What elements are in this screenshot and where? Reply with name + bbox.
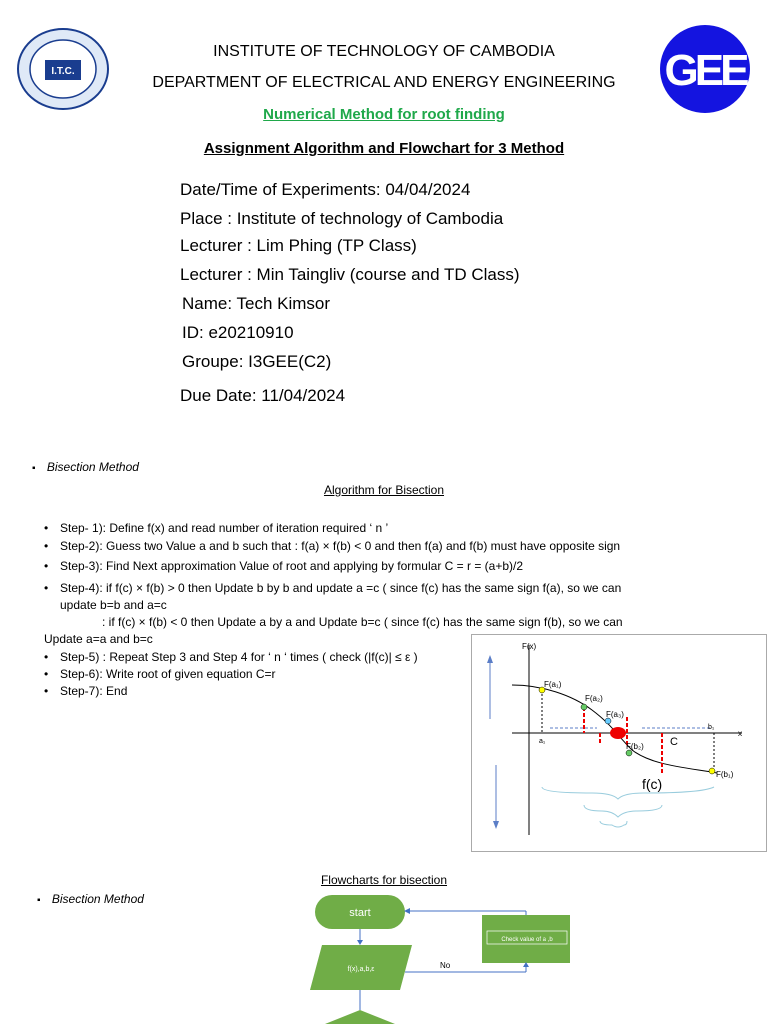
list-item: • Step-2): Guess two Value a and b such that : f(a) × f(b) < 0 and then f(a) and f(b) must have opposite sign: [44, 539, 621, 553]
section1-heading: [32, 460, 139, 474]
no-label: No: [440, 961, 451, 970]
c-label: C: [670, 736, 678, 748]
fa3-label: F(a₃): [606, 710, 624, 719]
list-item: • Step-5) : Repeat Step 3 and Step 4 for ‘ n ‘ times ( check (|f(c)| ≤ ε ): [44, 650, 418, 664]
institute-title: INSTITUTE OF TECHNOLOGY OF CAMBODIA: [213, 43, 555, 60]
input-label: f(x),a,b,ε: [347, 966, 375, 973]
bisection-graph: [471, 634, 767, 852]
a1-label: a₁: [539, 738, 546, 745]
list-item: • Step-6): Write root of given equation C=r: [44, 667, 276, 681]
fb1-label: F(b₁): [716, 770, 734, 779]
x-axis-label: x: [738, 729, 742, 738]
section1-bullet: Bisection Method: [46, 460, 139, 474]
subject-title: Numerical Method for root finding: [263, 106, 505, 123]
start-label: start: [349, 907, 371, 919]
fa2-label: F(a₂): [585, 694, 603, 703]
name-line: Name: Tech Kimsor: [182, 294, 331, 313]
id-line: ID: e20210910: [182, 323, 294, 342]
fb2-label: F(b₂): [626, 742, 644, 751]
itc-logo-text: I.T.C.: [51, 66, 75, 77]
fa1-label: F(a₁): [544, 680, 562, 689]
list-item: : if f(c) × f(b) < 0 then Update a by a and Update b=c ( since f(c) has the same sign f(b), so we can: [102, 615, 623, 629]
gee-logo: [659, 23, 751, 115]
lecturer2-line: Lecturer : Min Taingliv (course and TD Class): [180, 265, 520, 284]
flowchart: [300, 890, 580, 1024]
square-bullet-icon: ▪: [37, 895, 41, 906]
fc-label: f(c): [642, 776, 663, 792]
lecturer1-line: Lecturer : Lim Phing (TP Class): [180, 236, 417, 255]
assignment-title: Assignment Algorithm and Flowchart for 3 Method: [203, 140, 565, 157]
list-item: • Step-7): End: [44, 684, 128, 698]
b1-label: b₁: [708, 724, 715, 731]
group-line: Groupe: I3GEE(C2): [182, 352, 332, 371]
date-line: Date/Time of Experiments: 04/04/2024: [180, 180, 471, 199]
place-line: Place : Institute of technology of Cambodia: [180, 209, 504, 228]
flowchart-title: Flowcharts for bisection: [320, 873, 448, 887]
section2-bullet: Bisection Method: [51, 892, 144, 906]
y-axis-label: F(x): [522, 642, 537, 651]
square-bullet-icon: ▪: [32, 463, 36, 474]
list-item: Update a=a and b=c: [44, 632, 153, 646]
check-label: Check value of a ,b: [501, 937, 553, 943]
algorithm-title: Algorithm for Bisection: [323, 483, 445, 497]
list-item: • Step- 1): Define f(x) and read number of iteration required ‘ n ’: [44, 521, 389, 535]
department-title: DEPARTMENT OF ELECTRICAL AND ENERGY ENGINEERING: [152, 74, 616, 91]
section2-heading: [37, 892, 144, 906]
due-line: Due Date: 11/04/2024: [180, 386, 346, 405]
itc-logo: [16, 27, 110, 111]
list-item: • Step-3): Find Next approximation Value of root and applying by formular C = r = (a+b)/2: [44, 559, 524, 573]
list-item: update b=b and a=c: [60, 598, 167, 612]
list-item: • Step-4): if f(c) × f(b) > 0 then Update b by b and update a =c ( since f(c) has the same sign f(a), so we can: [44, 581, 622, 595]
gee-logo-text: GEE: [664, 46, 746, 95]
